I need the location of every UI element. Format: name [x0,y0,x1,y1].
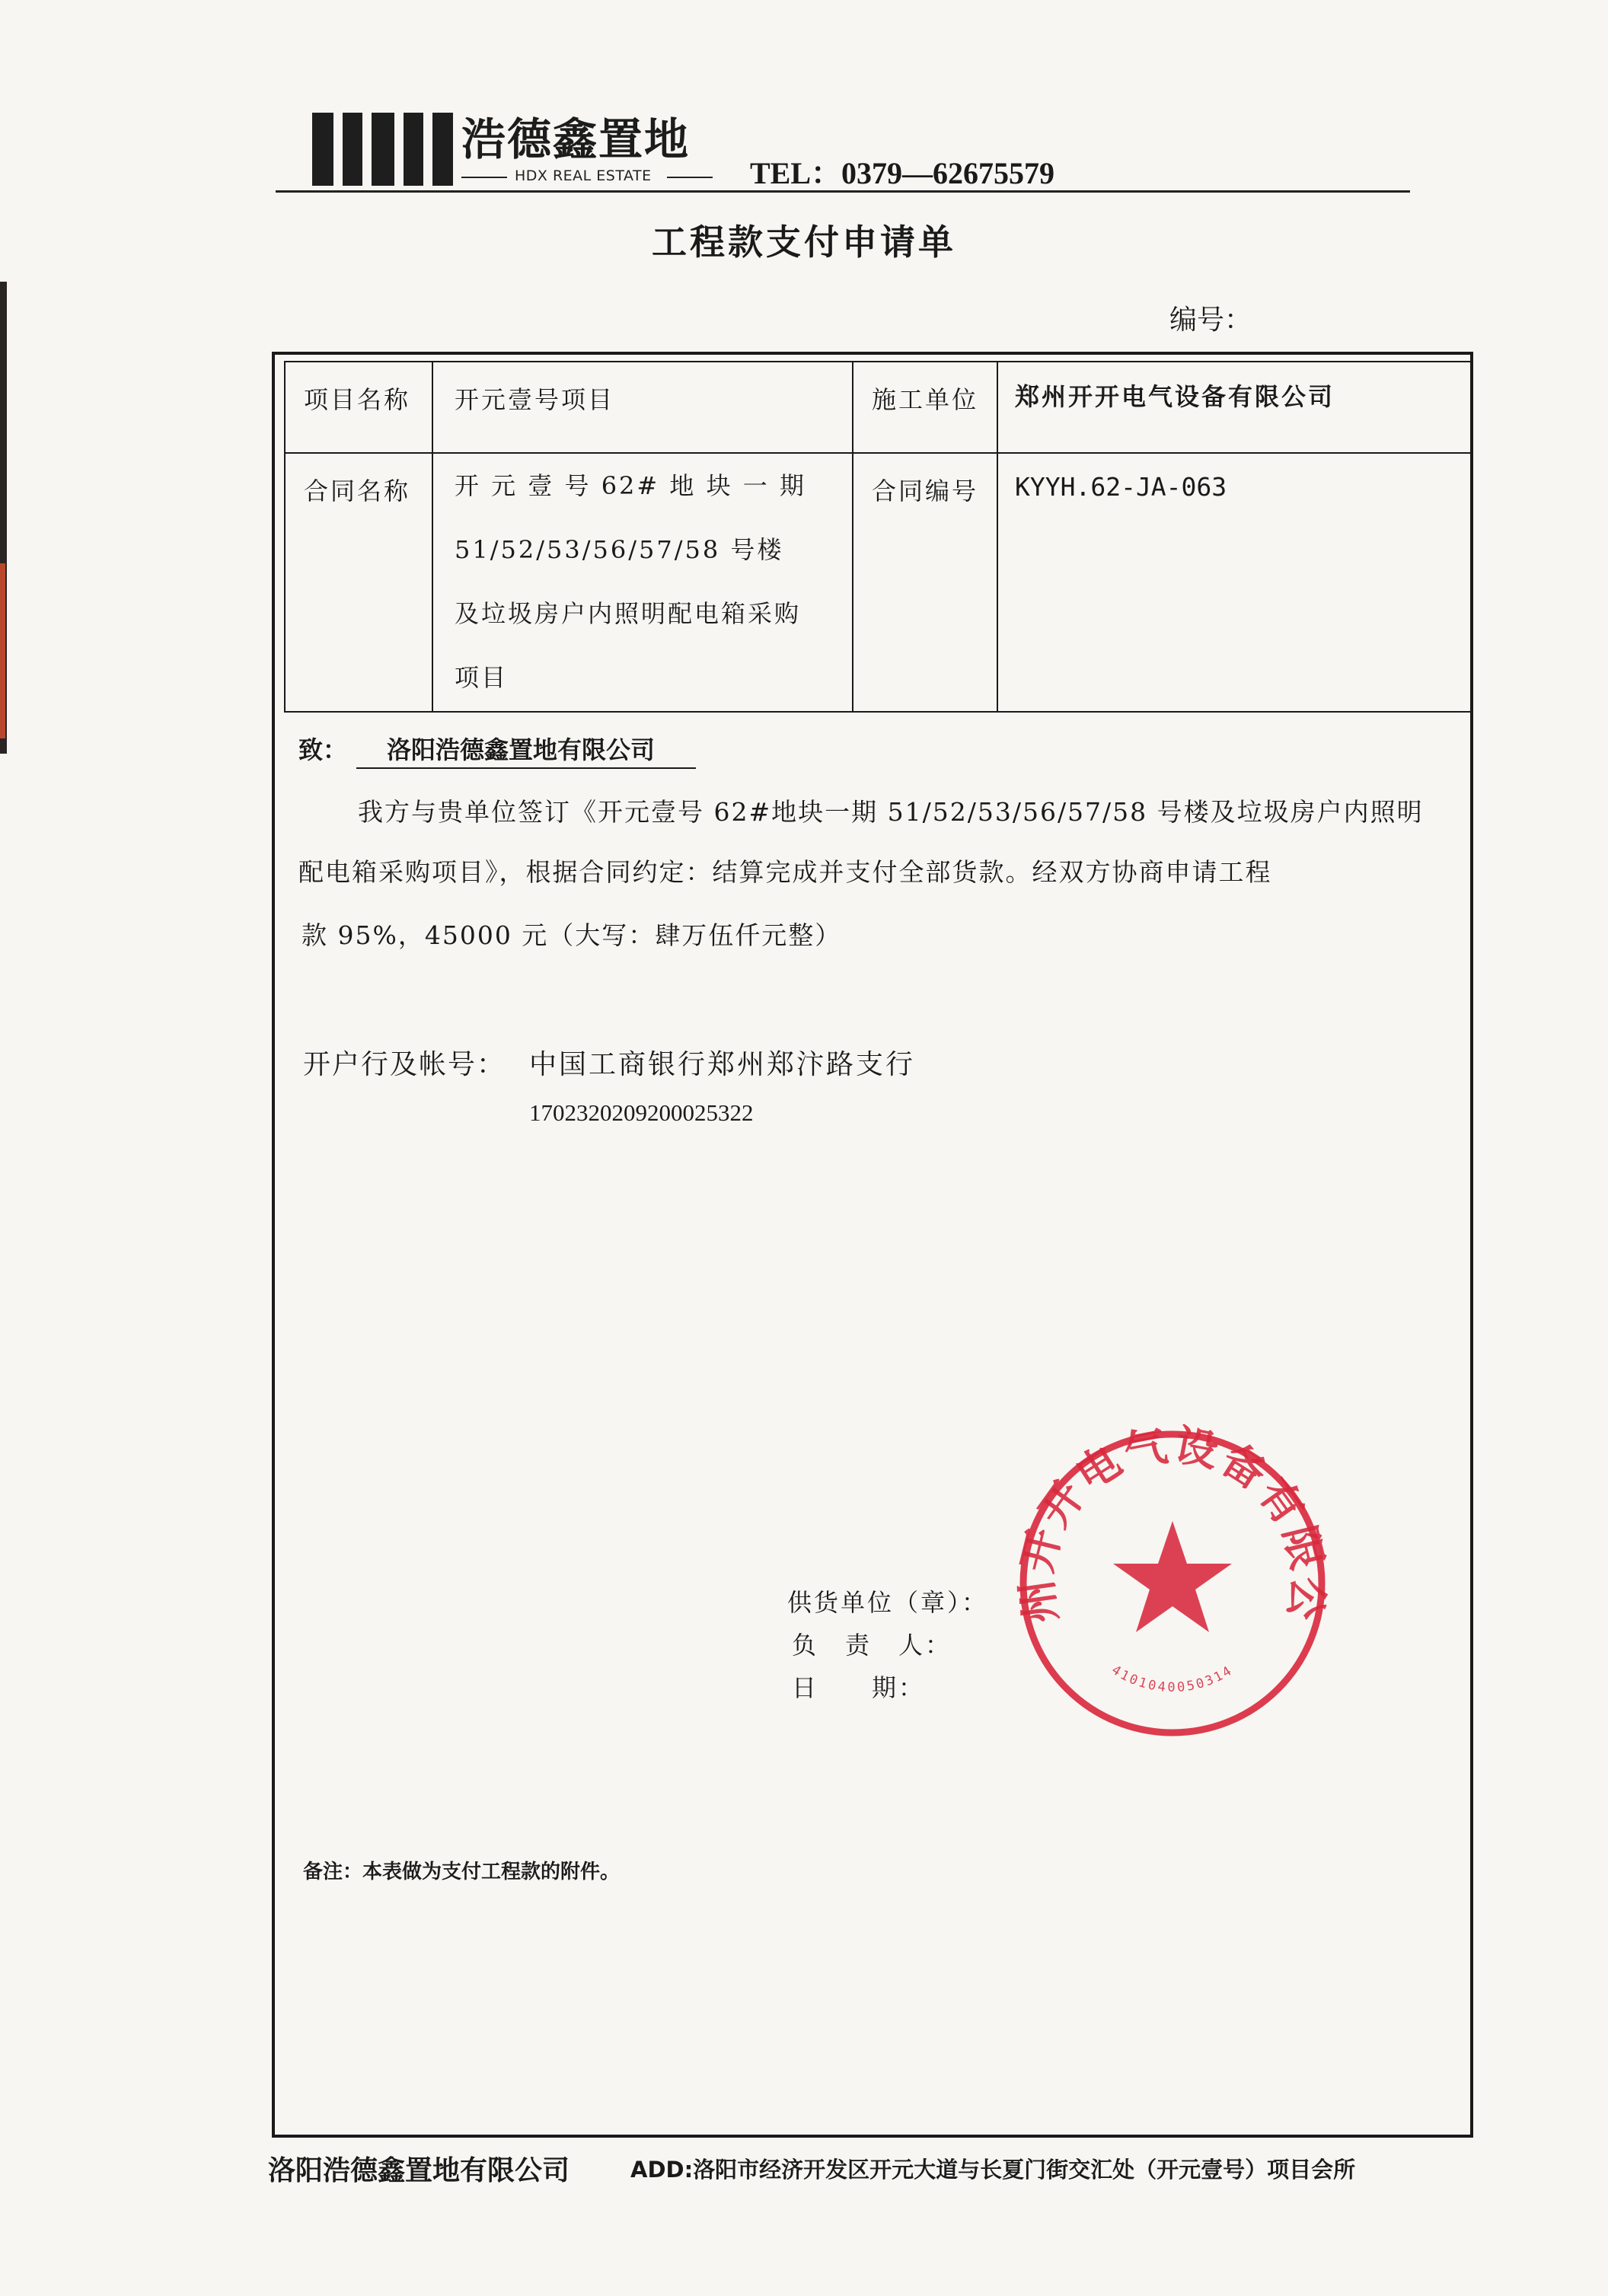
contract-line: 项目 [455,663,509,692]
body-line-1: 我方与贵单位签订《开元壹号 62#地块一期 51/52/53/56/57/58 号楼及垃圾房户内照明 [358,797,1424,827]
serial-number-label: 编号： [1169,305,1252,336]
info-table [284,361,1472,713]
table-divider [852,362,853,711]
bank-account: 1702320209200025322 [529,1099,754,1126]
body-line-3: 款 95%，45000 元（大写：肆万伍仟元整） [302,920,842,950]
project-name-label: 项目名称 [304,385,411,414]
logo-en-text: HDX REAL ESTATE [515,167,652,184]
contractor-value: 郑州开开电气设备有限公司 [1015,382,1335,411]
supplier-seal-label: 供货单位（章）： [787,1588,989,1617]
header-phone: TEL：0379—62675579 [750,156,1055,190]
company-seal-stamp [1013,1424,1332,1743]
footer-address: ADD:洛阳市经济开发区开元大道与长夏门街交汇处（开元壹号）项目会所 [630,2157,1356,2183]
contract-number-value: KYYH.62-JA-063 [1015,472,1227,502]
seal-graphic [1013,1424,1332,1743]
remark-note: 备注：本表做为支付工程款的附件。 [303,1861,621,1883]
contract-line: 及垃圾房户内照明配电箱采购 [455,599,802,628]
addressee-value: 洛阳浩德鑫置地有限公司 [356,731,696,769]
svg-text:4101040050314: 4101040050314 [1109,1662,1236,1696]
contract-number-label: 合同编号 [872,477,979,505]
responsible-person-label: 负 责 人： [792,1631,952,1660]
table-divider [997,362,998,711]
bank-name: 中国工商银行郑州郑汴路支行 [529,1049,916,1080]
header-divider [276,190,1410,193]
document-title: 工程款支付申请单 [652,222,956,263]
project-name-value: 开元壹号项目 [455,385,615,414]
svg-text:郑州开开电气设备有限公司: 州开开电气设备有限公 [1013,1424,1332,1626]
footer-company: 洛阳浩德鑫置地有限公司 [268,2155,570,2186]
company-logo-mark [312,113,453,186]
contractor-label: 施工单位 [872,385,979,414]
contract-line: 开 元 壹 号 62# 地 块 一 期 [455,471,806,500]
scan-edge-red [0,563,5,738]
contract-line: 51/52/53/56/57/58 号楼 [455,535,784,564]
body-line-2: 配电箱采购项目》，根据合同约定：结算完成并支付全部货款。经双方协商申请工程 [298,857,1272,887]
contract-name-value [455,454,806,710]
company-logo-subtitle [461,167,713,187]
date-label: 日 期： [792,1673,926,1702]
bank-label: 开户行及帐号： [303,1049,506,1080]
contract-name-label: 合同名称 [304,477,411,505]
table-divider [432,362,433,711]
addressee-label: 致： [298,735,348,764]
company-logo-text: 浩德鑫置地 [461,113,691,165]
